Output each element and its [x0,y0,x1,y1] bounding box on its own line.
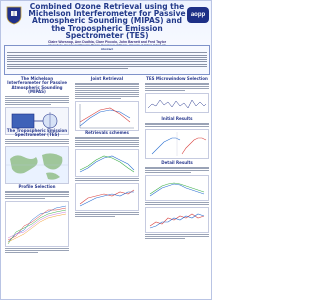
column-left [4,77,70,297]
section-profile-selection [4,185,70,253]
retrieval-comparison-figure [75,183,139,211]
section-mipas [4,77,70,135]
section-retrievals-schemes [74,131,140,217]
section-title: Joint Retrieval [90,76,124,81]
section-initial-results [144,117,210,159]
section-title: Profile Selection [18,184,56,189]
text-line [7,52,207,53]
abstract-title: Abstract [100,47,114,51]
text-line [7,55,207,56]
oxford-crest-logo [5,5,23,25]
initial-results-figure [145,129,209,159]
text-line [7,66,207,67]
tes-map-figure [5,146,69,184]
retrieval-scheme-figure [75,149,139,177]
section-detail-results [144,161,210,239]
column-center [74,77,140,297]
text-line [7,64,207,65]
section-title: Retrievals schemes [85,130,129,135]
section-title: The Tropospheric Emission Spectrometer (TES) [6,128,68,138]
aopp-logo: aopp [187,7,209,23]
poster-header [1,1,213,45]
text-line [7,61,207,62]
section-title: TES Microwindow Selection [146,76,208,81]
section-joint-retrieval [74,77,140,131]
abstract-box [4,45,210,75]
section-title: Detail Results [161,160,193,165]
joint-scheme-figure [75,101,139,131]
profile-lines-figure [5,201,69,247]
poster-title: Combined Ozone Retrieval using the Michelson Interferometer for Passive Atmospheric Sounding (MIPAS) and the Tropospheric Emission Spectrometer (TES) [28,2,186,40]
microwindow-spectrum-figure [145,93,209,113]
detail-results-figure-1 [145,175,209,201]
section-title: The Michelson Interferometer for Passive Atmospheric Sounding (MIPAS) [7,76,67,95]
column-right [144,77,210,297]
section-tes-microwindow [144,77,210,113]
poster-authors: Claire Worsnop, Ann Dudhia, Clare Piccolo, John Barnett and Fred Taylor [47,40,167,45]
text-line [7,68,128,69]
section-tes [4,129,70,184]
detail-results-figure-2 [145,207,209,233]
text-line [7,57,207,58]
section-title: Initial Results [161,116,193,121]
text-line [7,59,207,60]
